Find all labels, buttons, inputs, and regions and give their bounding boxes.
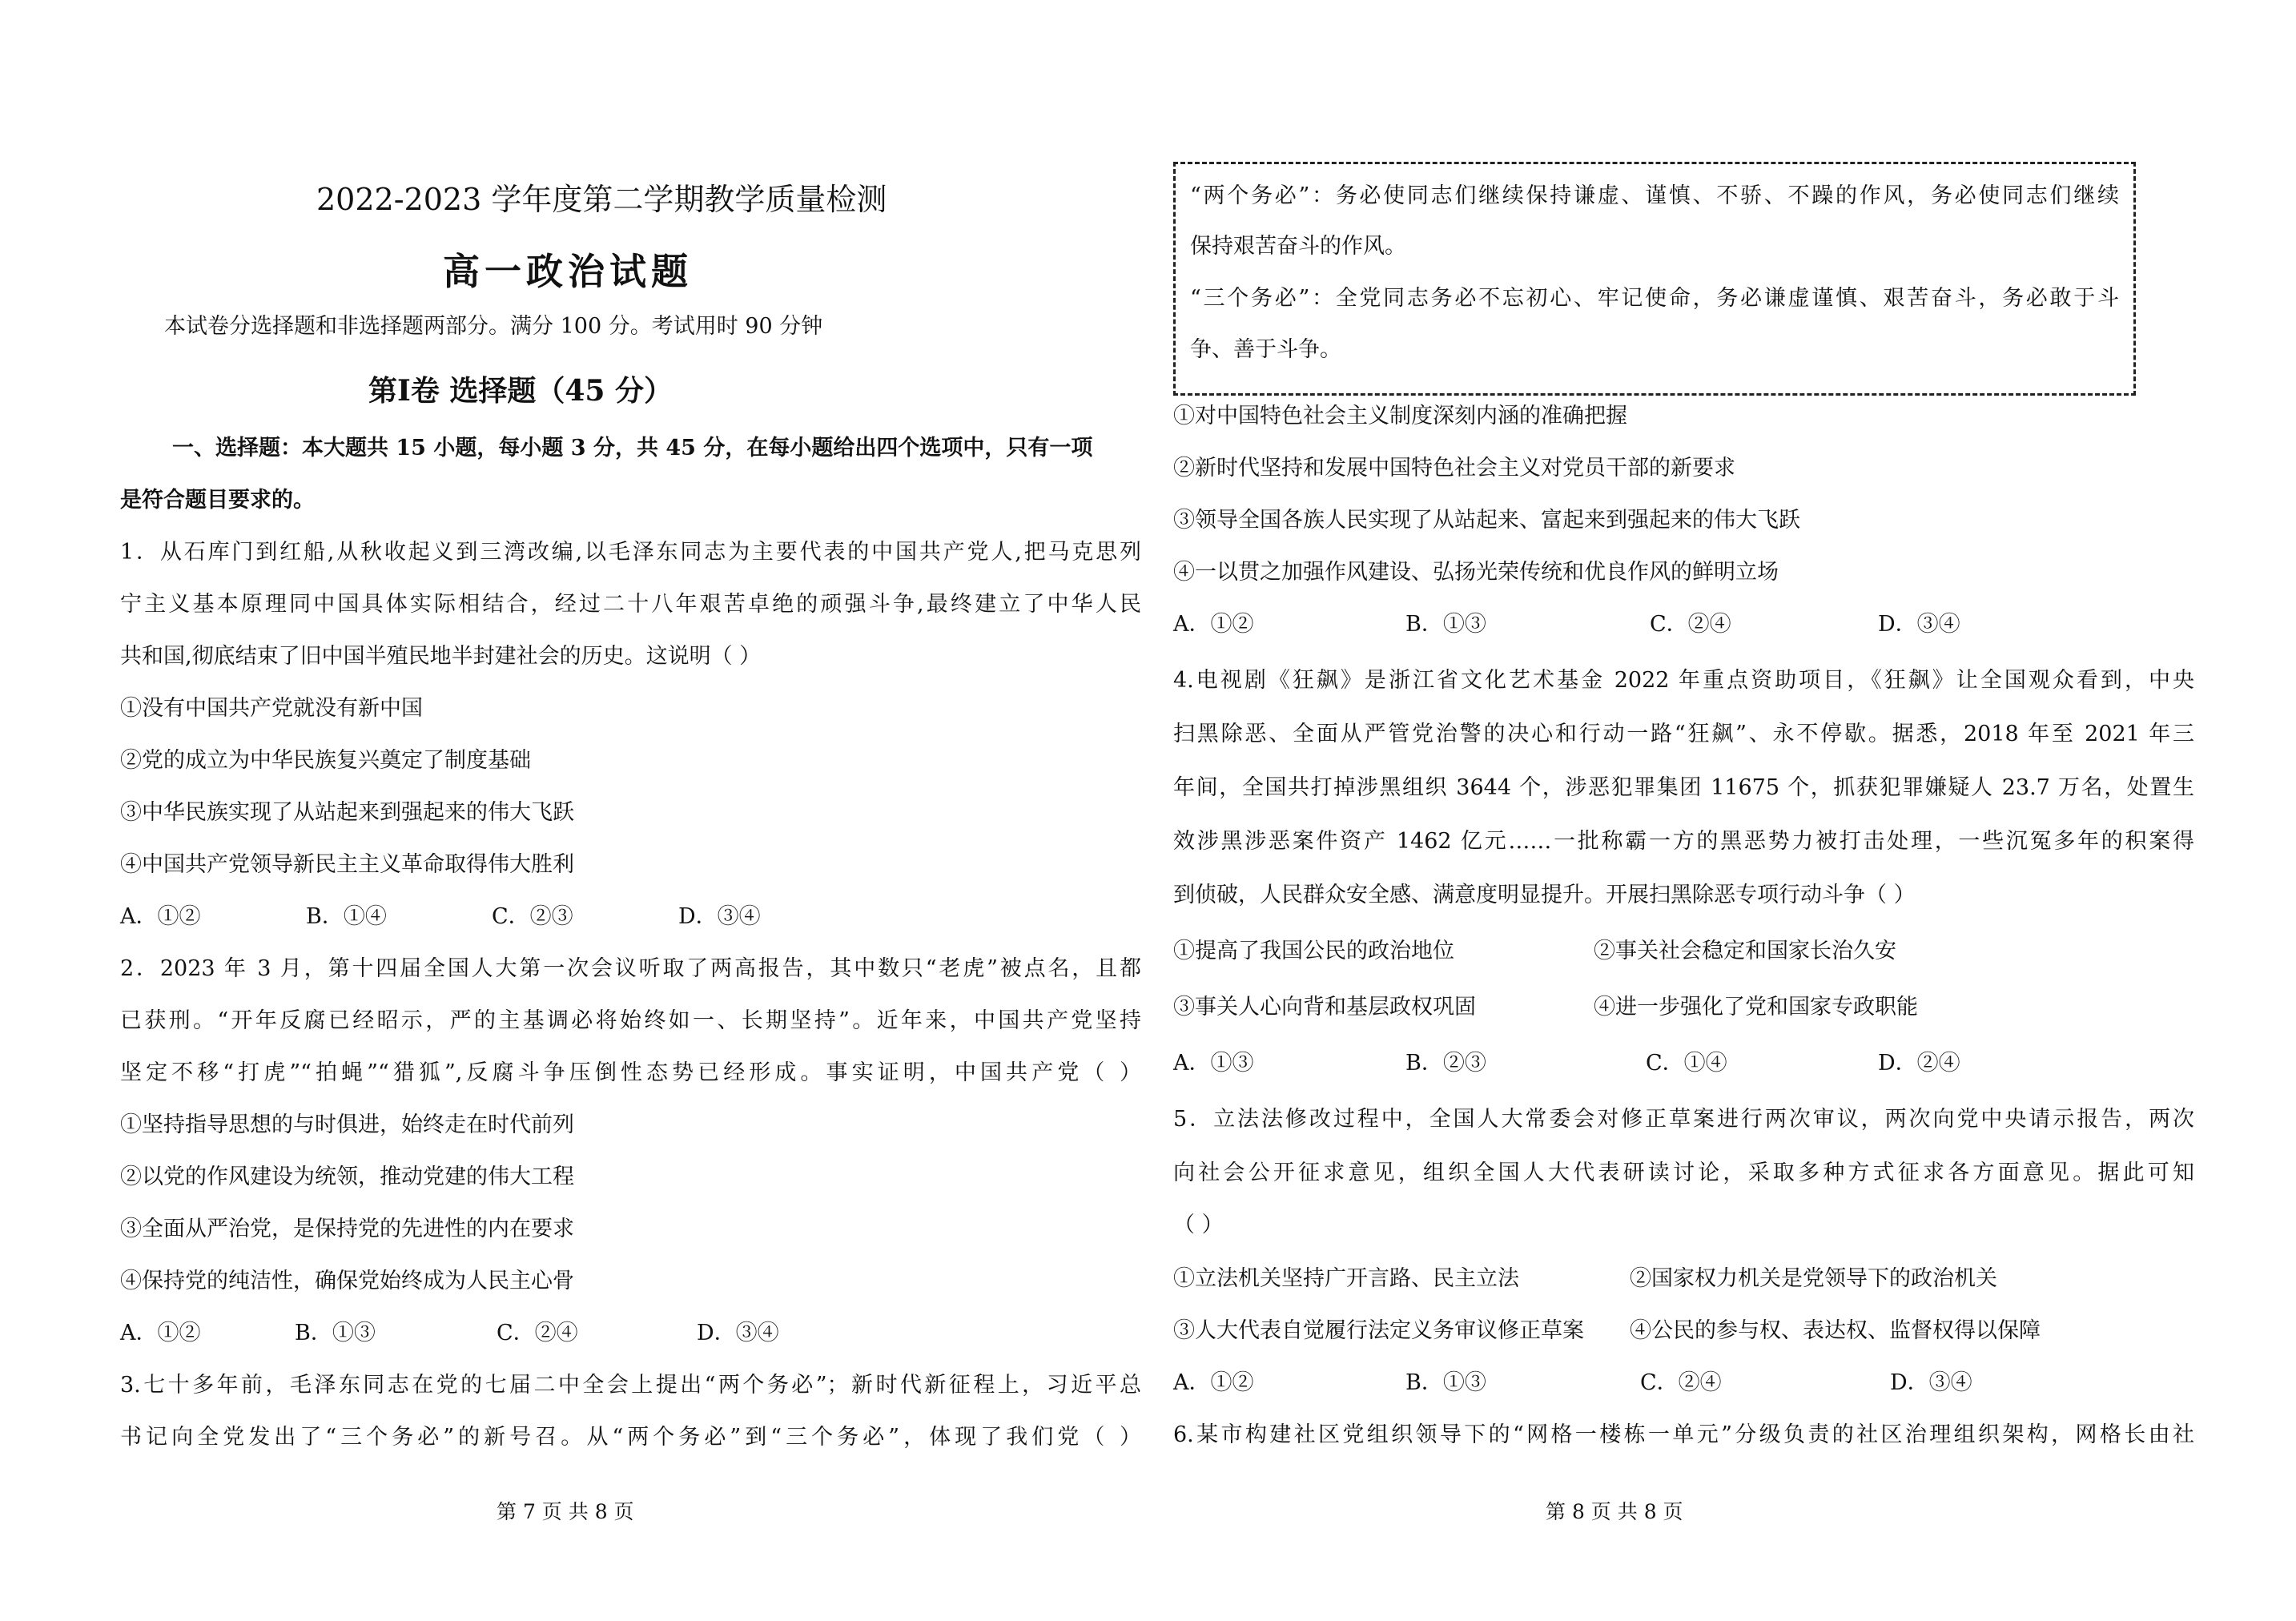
question-5-statement: ①立法机关坚持广开言路、民主立法 [1173,1266,1519,1291]
question-4-stem: 4.电视剧《狂飙》是浙江省文化艺术基金 2022 年重点资助项目，《狂飙》让全国观众看到，中央 [1173,668,2194,693]
question-4-statement: ①提高了我国公民的政治地位 [1173,939,1454,963]
question-2-statement: ①坚持指导思想的与时俱进，始终走在时代前列 [120,1112,574,1137]
option-a[interactable]: A．①② [1173,612,1254,637]
subject-title: 高一政治试题 [443,250,693,293]
option-d[interactable]: D．③④ [1878,612,1960,637]
question-1-stem: 1．从石库门到红船,从秋收起义到三湾改编,以毛泽东同志为主要代表的中国共产党人,把马克思列 [120,540,1141,565]
instruction-line: 是符合题目要求的。 [120,488,315,513]
question-1-statement: ③中华民族实现了从站起来到强起来的伟大飞跃 [120,800,574,825]
option-b[interactable]: B．①③ [1405,1370,1486,1395]
question-4-stem: 扫黑除恶、全面从严管党治警的决心和行动一路“狂飙”、永不停歇。据悉，2018 年至 2021 年三 [1173,722,2194,746]
question-2-statement: ②以党的作风建设为统领，推动党建的伟大工程 [120,1164,574,1189]
option-b[interactable]: B．②③ [1405,1051,1486,1076]
question-1-stem: 宁主义基本原理同中国具体实际相结合，经过二十八年艰苦卓绝的顽强斗争,最终建立了中华人民 [120,592,1141,617]
option-b[interactable]: B．①③ [1405,612,1486,637]
exam-title: 2022-2023 学年度第二学期教学质量检测 [316,182,887,217]
question-3-statement: ①对中国特色社会主义制度深刻内涵的准确把握 [1173,404,1627,428]
option-b[interactable]: B．①④ [306,904,387,929]
option-a[interactable]: A．①③ [1173,1051,1254,1076]
option-c[interactable]: C．②④ [1650,612,1731,637]
question-2-statement: ③全面从严治党，是保持党的先进性的内在要求 [120,1217,574,1241]
question-2-stem: 坚定不移“打虎”“拍蝇”“猎狐”,反腐斗争压倒性态势已经形成。事实证明，中国共产党（ ） [120,1060,1141,1085]
question-5-stem: （ ） [1173,1213,1224,1237]
quote-box [1173,162,2136,396]
question-2-statement: ④保持党的纯洁性，确保党始终成为人民主心骨 [120,1269,574,1293]
page-footer-left: 第 7 页 共 8 页 [497,1500,634,1523]
page-footer-right: 第 8 页 共 8 页 [1546,1500,1683,1523]
option-d[interactable]: D．③④ [678,904,761,929]
question-3-stem: 书记向全党发出了“三个务必”的新号召。从“两个务必”到“三个务必”，体现了我们党（ ） [120,1425,1141,1450]
question-3-stem: 3.七十多年前，毛泽东同志在党的七届二中全会上提出“两个务必”；新时代新征程上，习近平总 [120,1373,1141,1398]
quote-line: 争、善于斗争。 [1190,337,1341,362]
question-5-statement: ③人大代表自觉履行法定义务审议修正草案 [1173,1318,1584,1343]
question-3-statement: ③领导全国各族人民实现了从站起来、富起来到强起来的伟大飞跃 [1173,508,1800,533]
option-c[interactable]: C．②④ [1640,1370,1722,1395]
quote-line: “两个务必”：务必使同志们继续保持谦虚、谨慎、不骄、不躁的作风，务必使同志们继续 [1190,183,2119,208]
option-c[interactable]: C．①④ [1646,1051,1727,1076]
quote-line: 保持艰苦奋斗的作风。 [1190,234,1406,259]
question-5-stem: 向社会公开征求意见，组织全国人大代表研读讨论，采取多种方式征求各方面意见。据此可知 [1173,1160,2194,1185]
question-4-stem: 到侦破，人民群众安全感、满意度明显提升。开展扫黑除恶专项行动斗争（ ） [1173,883,1916,907]
question-4-statement: ③事关人心向背和基层政权巩固 [1173,995,1476,1020]
question-4-stem: 年间，全国共打掉涉黑组织 3644 个，涉恶犯罪集团 11675 个，抓获犯罪嫌疑人 23.7 万名，处置生 [1173,775,2194,800]
option-d[interactable]: D．③④ [1890,1370,1972,1395]
instruction-line: 一、选择题：本大题共 15 小题，每小题 3 分，共 45 分，在每小题给出四个选项中，只有一项 [172,436,1093,461]
question-1-statement: ②党的成立为中华民族复兴奠定了制度基础 [120,748,531,773]
option-a[interactable]: A．①② [1173,1370,1254,1395]
option-b[interactable]: B．①③ [295,1321,376,1345]
exam-intro: 本试卷分选择题和非选择题两部分。满分 100 分。考试用时 90 分钟 [164,314,823,339]
option-c[interactable]: C．②④ [497,1321,578,1345]
option-d[interactable]: D．②④ [1878,1051,1960,1076]
question-5-statement: ②国家权力机关是党领导下的政治机关 [1630,1266,1997,1291]
question-3-statement: ②新时代坚持和发展中国特色社会主义对党员干部的新要求 [1173,456,1735,481]
question-2-stem: 2．2023 年 3 月，第十四届全国人大第一次会议听取了两高报告，其中数只“老虎”被点名，且都 [120,956,1141,981]
question-4-stem: 效涉黑涉恶案件资产 1462 亿元……一批称霸一方的黑恶势力被打击处理，一些沉冤多年的积案得 [1173,829,2194,854]
option-a[interactable]: A．①② [120,904,201,929]
option-d[interactable]: D．③④ [697,1321,779,1345]
question-6-stem: 6.某市构建社区党组织领导下的“网格一楼栋一单元”分级负责的社区治理组织架构，网格长由社 [1173,1422,2194,1447]
section-title: 第Ⅰ卷 选择题（45 分） [368,374,674,408]
question-4-statement: ②事关社会稳定和国家长治久安 [1594,939,1896,963]
question-4-statement: ④进一步强化了党和国家专政职能 [1594,995,1918,1020]
question-1-statement: ①没有中国共产党就没有新中国 [120,696,423,721]
option-c[interactable]: C．②③ [492,904,573,929]
question-5-stem: 5．立法法修改过程中，全国人大常委会对修正草案进行两次审议，两次向党中央请示报告，两次 [1173,1107,2194,1132]
question-5-statement: ④公民的参与权、表达权、监督权得以保障 [1630,1318,2041,1343]
quote-line: “三个务必”：全党同志务必不忘初心、牢记使命，务必谦虚谨慎、艰苦奋斗，务必敢于斗 [1190,286,2119,311]
question-1-statement: ④中国共产党领导新民主主义革命取得伟大胜利 [120,852,574,877]
question-2-stem: 已获刑。“开年反腐已经昭示，严的主基调必将始终如一、长期坚持”。近年来，中国共产党坚持 [120,1008,1141,1033]
option-a[interactable]: A．①② [120,1321,201,1345]
question-3-statement: ④一以贯之加强作风建设、弘扬光荣传统和优良作风的鲜明立场 [1173,560,1779,585]
question-1-stem: 共和国,彻底结束了旧中国半殖民地半封建社会的历史。这说明（ ） [120,644,762,669]
